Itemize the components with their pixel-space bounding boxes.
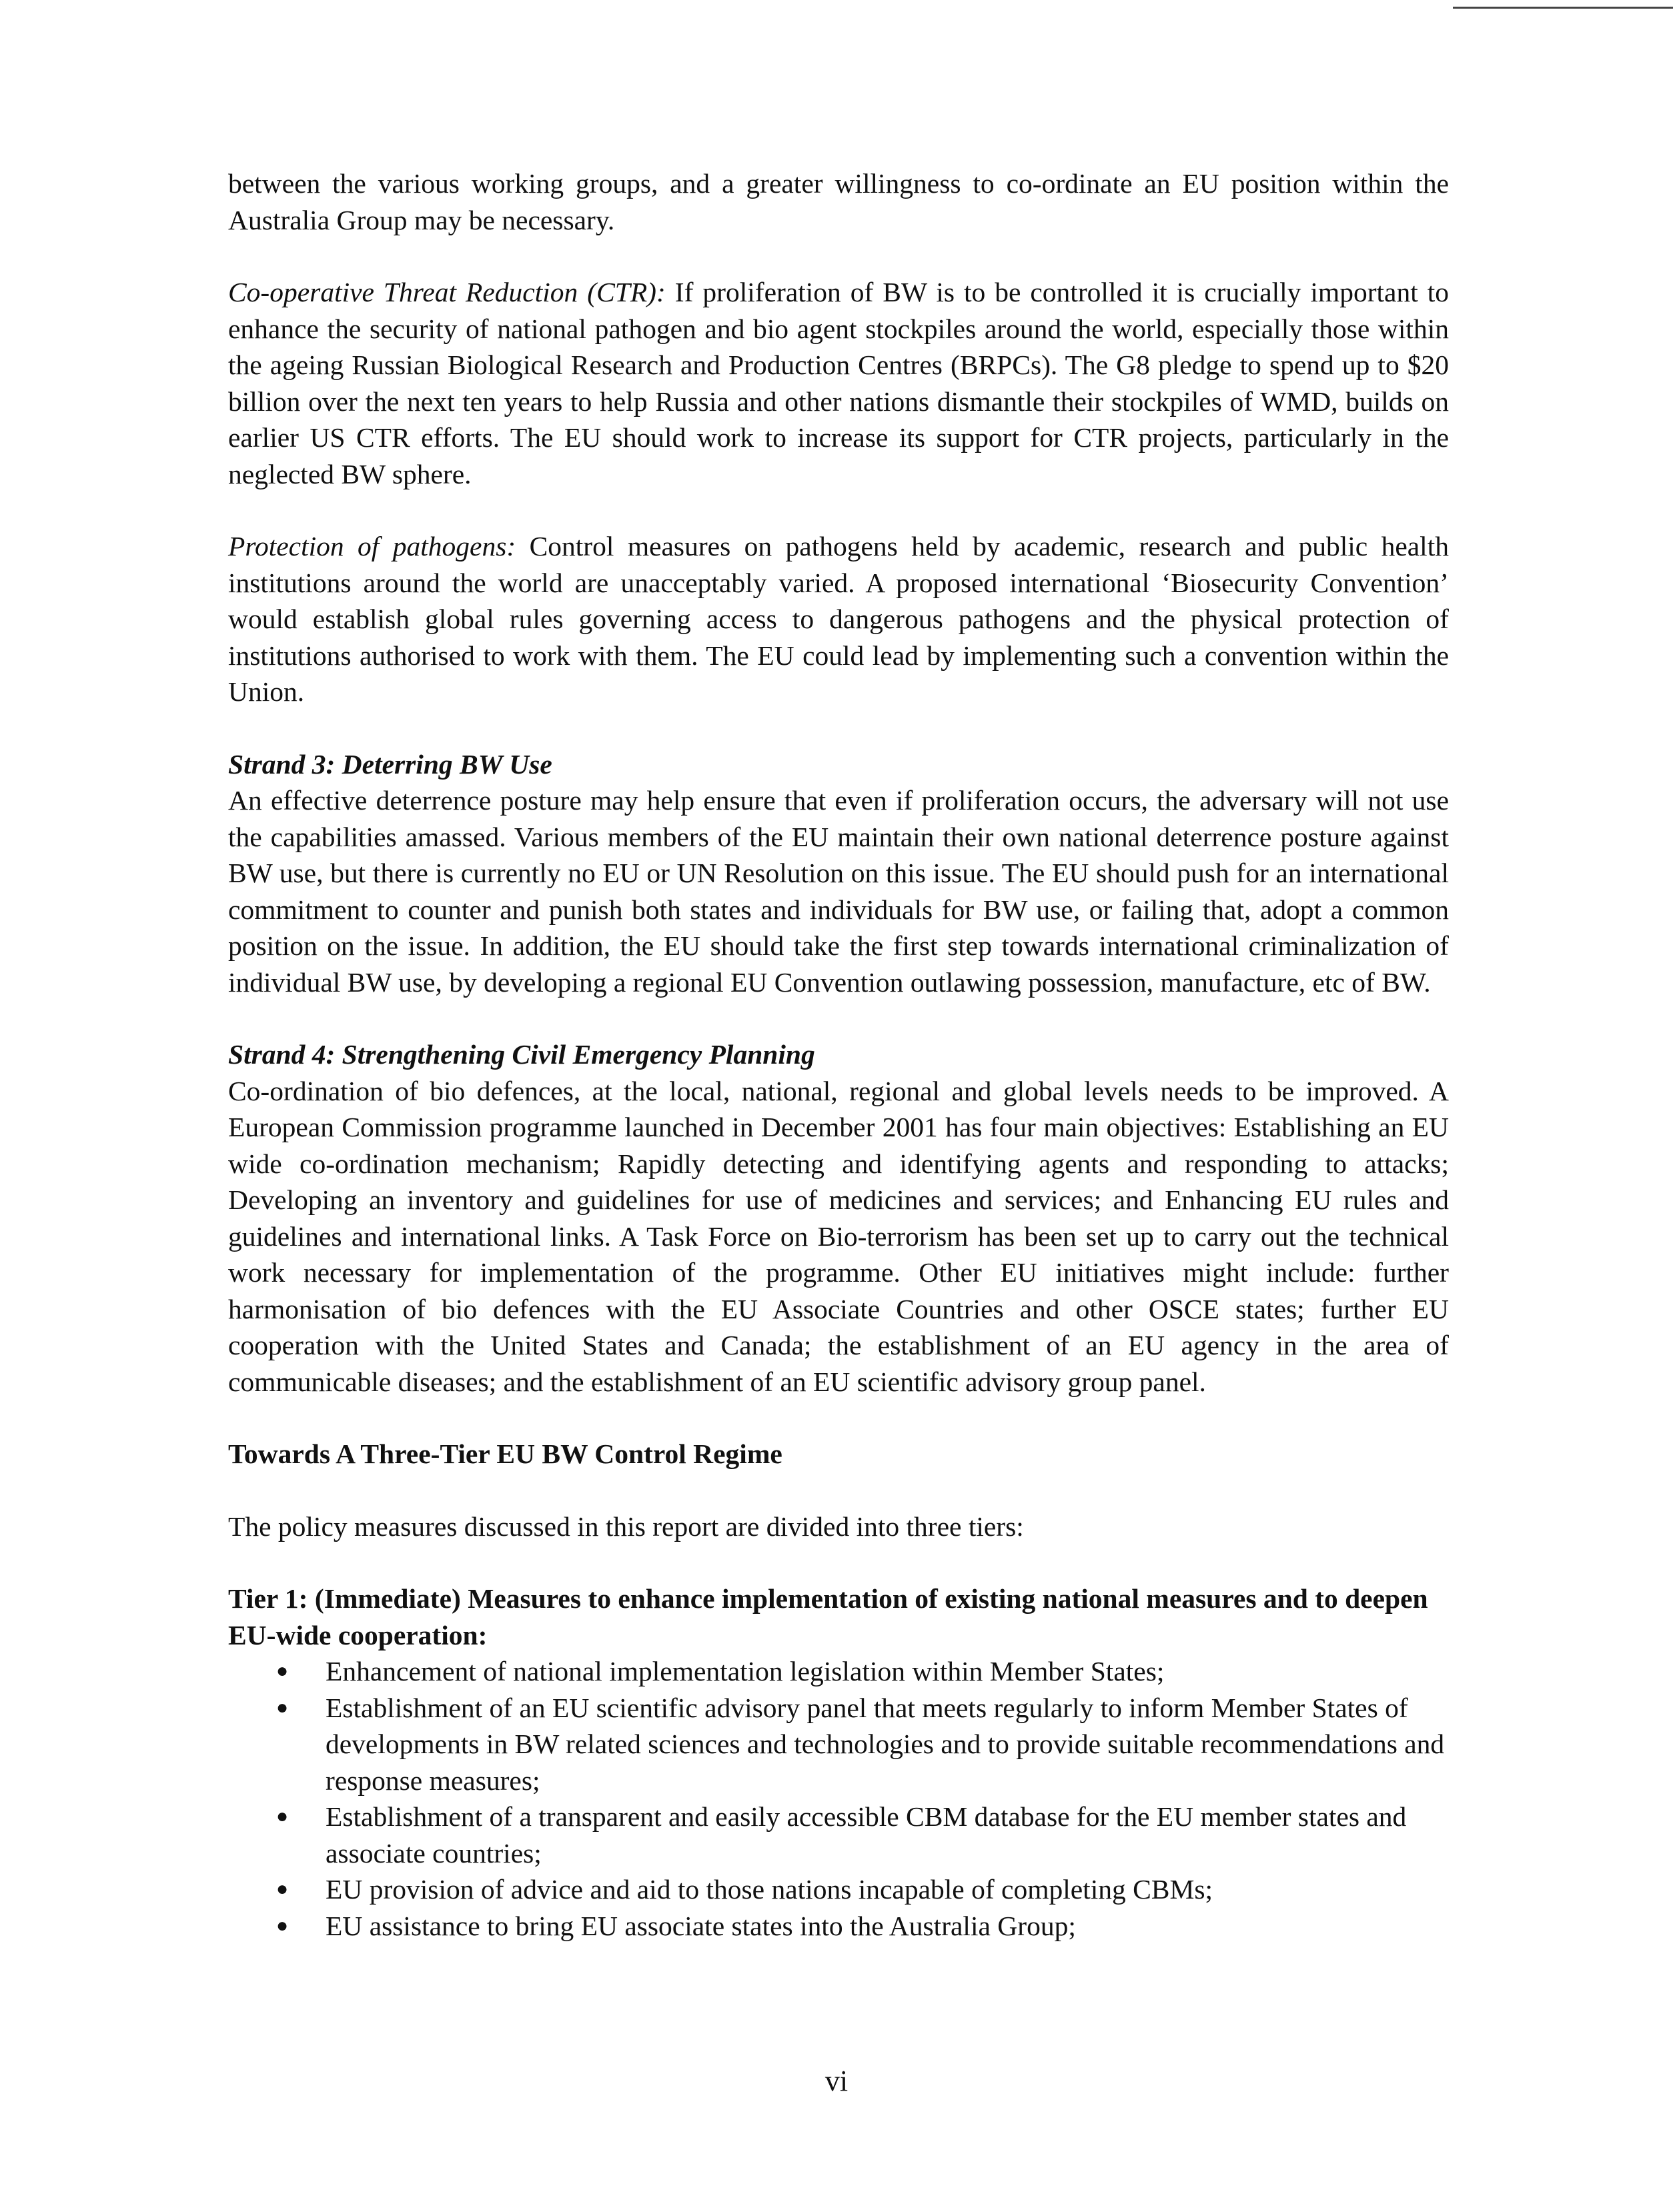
section-heading-three-tier: Towards A Three-Tier EU BW Control Regime xyxy=(228,1438,782,1469)
bullet-icon: ● xyxy=(276,1696,289,1719)
list-item-text: Enhancement of national implementation legislation within Member States; xyxy=(326,1656,1165,1687)
section-intro: The policy measures discussed in this report are divided into three tiers: xyxy=(228,1510,1024,1542)
pathogens-lead-term: Protection of pathogens: xyxy=(228,531,516,562)
bullet-icon: ● xyxy=(276,1660,289,1682)
paragraph-ctr xyxy=(228,274,1449,492)
strand-4-heading: Strand 4: Strengthening Civil Emergency Planning xyxy=(228,1039,815,1070)
bullet-icon: ● xyxy=(276,1878,289,1900)
list-item-text: EU assistance to bring EU associate states into the Australia Group; xyxy=(326,1910,1076,1941)
list-item xyxy=(228,1799,1449,1871)
ctr-text: If proliferation of BW is to be controlled it is crucially important to enhance the security of national pathogen and bio agent stockpiles around the world, especially those within the ageing Russian Biological Research and Production Centres (BRPCs). The G8 pledge to spend up to $20 billion over the next ten years to help Russia and other nations dismantle their stockpiles of WMD, builds on earlier US CTR efforts. The EU should work to increase its support for CTR projects, particularly in the neglected BW sphere. xyxy=(228,277,1449,489)
tier-1-heading: Tier 1: (Immediate) Measures to enhance implementation of existing national measures and to deepen EU-wide cooperation: xyxy=(228,1583,1428,1650)
paragraph-strand-4 xyxy=(228,1036,1449,1400)
list-item-text: Establishment of an EU scientific advisory panel that meets regularly to inform Member States of developments in BW related sciences and technologies and to provide suitable recommendations and response measures; xyxy=(326,1692,1445,1796)
paragraph-strand-3 xyxy=(228,746,1449,1001)
tier-1-bullet-list xyxy=(228,1653,1449,1944)
strand-3-heading: Strand 3: Deterring BW Use xyxy=(228,748,552,780)
pathogens-text: Control measures on pathogens held by academic, research and public health institutions around the world are unacceptably varied. A proposed international ‘Biosecurity Convention’ would establish global rules governing access to dangerous pathogens and the physical protection of institutions authorised to work with them. The EU could lead by implementing such a convention within the Union. xyxy=(228,531,1449,707)
list-item-text: Establishment of a transparent and easily accessible CBM database for the EU member states and associate countries; xyxy=(326,1801,1407,1869)
page-number: vi xyxy=(824,2065,849,2097)
document-body xyxy=(228,165,1449,1944)
ctr-lead-term: Co-operative Threat Reduction (CTR): xyxy=(228,277,666,307)
strand-4-text: Co-ordination of bio defences, at the local, national, regional and global levels needs to be improved. A European Commission programme launched in December 2001 has four main objectives: Establishing an EU wide co-ordination mechanism; Rapidly detecting and identifying agents and responding to attacks; Developing an inventory and guidelines for use of medicines and services; and Enhancing EU rules and guidelines and international links. A Task Force on Bio-terrorism has been set up to carry out the technical work necessary for implementation of the programme. Other EU initiatives might include: further harmonisation of bio defences with the EU Associate Countries and other OSCE states; further EU cooperation with the United States and Canada; the establishment of an EU agency in the area of communicable diseases; and the establishment of an EU scientific advisory group panel. xyxy=(228,1075,1449,1397)
list-item xyxy=(228,1690,1449,1799)
list-item xyxy=(228,1653,1449,1690)
paragraph-text: between the various working groups, and a greater willingness to co-ordinate an EU position within the Australia Group may be necessary. xyxy=(228,168,1449,235)
list-item xyxy=(228,1871,1449,1908)
paragraph-protection-of-pathogens xyxy=(228,528,1449,710)
scan-edge-line xyxy=(1453,7,1673,9)
list-item-text: EU provision of advice and aid to those nations incapable of completing CBMs; xyxy=(326,1874,1213,1905)
bullet-icon: ● xyxy=(276,1914,289,1937)
strand-3-text: An effective deterrence posture may help ensure that even if proliferation occurs, the adversary will not use the capabilities amassed. Various members of the EU maintain their own national deterrence posture against BW use, but there is currently no EU or UN Resolution on this issue. The EU should push for an international commitment to counter and punish both states and individuals for BW use, or failing that, adopt a common position on the issue. In addition, the EU should take the first step towards international criminalization of individual BW use, by developing a regional EU Convention outlawing possession, manufacture, etc of BW. xyxy=(228,785,1449,998)
bullet-icon: ● xyxy=(276,1805,289,1827)
list-item xyxy=(228,1908,1449,1945)
paragraph-intro-continuation xyxy=(228,165,1449,238)
